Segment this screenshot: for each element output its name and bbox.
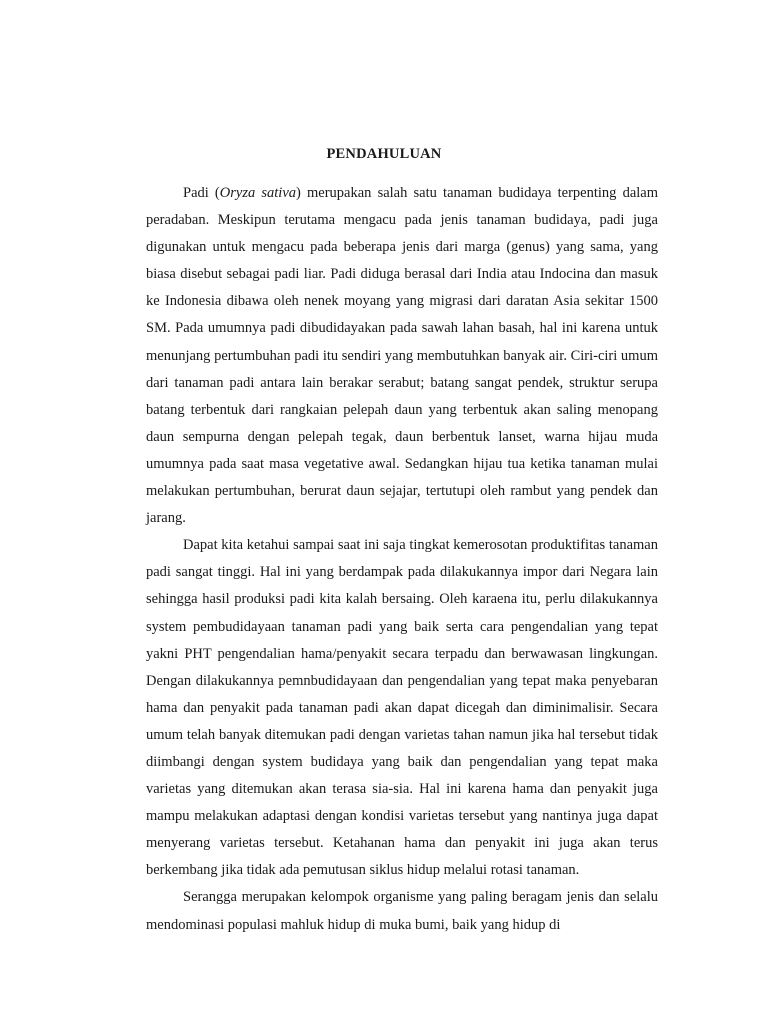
- paragraph-1-start: Padi (: [183, 185, 220, 201]
- paragraph-3: Serangga merupakan kelompok organisme yang paling beragam jenis dan selalu mendominasi populasi mahluk hidup di muka bumi, baik yang hidup di: [146, 889, 658, 933]
- paragraph-1: [146, 180, 658, 532]
- page-title: PENDAHULUAN: [326, 146, 442, 162]
- paragraph-2: Dapat kita ketahui sampai saat ini saja tingkat kemerosotan produktifitas tanaman padi sangat tinggi. Hal ini yang berdampak pada dilakukannya impor dari Negara lain sehingga hasil produksi padi kita kalah bersaing. Oleh karaena itu, perlu dilakukannya system pembudidayaan tanaman padi yang baik serta cara pengendalian yang tepat yakni PHT pengendalian hama/penyakit secara terpadu dan berwawasan lingkungan. Dengan dilakukannya pemnbudidayaan dan pengendalian yang tepat maka penyebaran hama dan penyakit pada tanaman padi akan dapat dicegah dan diminimalisir. Secara umum telah banyak ditemukan padi dengan varietas tahan namun jika hal tersebut tidak diimbangi dengan system budidaya yang baik dan pengendalian yang tepat maka varietas yang ditemukan akan terasa sia-sia. Hal ini karena hama dan penyakit juga mampu melakukan adaptasi dengan kondisi varietas tersebut yang nantinya juga dapat menyerang varietas tersebut. Ketahanan hama dan penyakit ini juga akan terus berkembang jika tidak ada pemutusan siklus hidup melalui rotasi tanaman.: [146, 537, 658, 879]
- scientific-name: Oryza sativa: [219, 185, 297, 201]
- document-body: [146, 180, 658, 939]
- paragraph-1-rest: ) merupakan salah satu tanaman budidaya terpenting dalam peradaban. Meskipun terutama mengacu pada jenis tanaman budidaya, padi juga digunakan untuk mengacu pada beberapa jenis dari marga (genus) yang sama, yang biasa disebut sebagai padi liar. Padi diduga berasal dari India atau Indocina dan masuk ke Indonesia dibawa oleh nenek moyang yang migrasi dari daratan Asia sekitar 1500 SM. Pada umumnya padi dibudidayakan pada sawah lahan basah, hal ini karena untuk menunjang pertumbuhan padi itu sendiri yang membutuhkan banyak air. Ciri-ciri umum dari tanaman padi antara lain berakar serabut; batang sangat pendek, struktur serupa batang terbentuk dari rangkaian pelepah daun yang terbentuk akan saling menopang daun sempurna dengan pelepah tegak, daun berbentuk lanset, warna hijau muda umumnya pada saat masa vegetative awal. Sedangkan hijau tua ketika tanaman mulai melakukan pertumbuhan, berurat daun sejajar, tertutupi oleh rambut yang pendek dan jarang.: [146, 185, 658, 527]
